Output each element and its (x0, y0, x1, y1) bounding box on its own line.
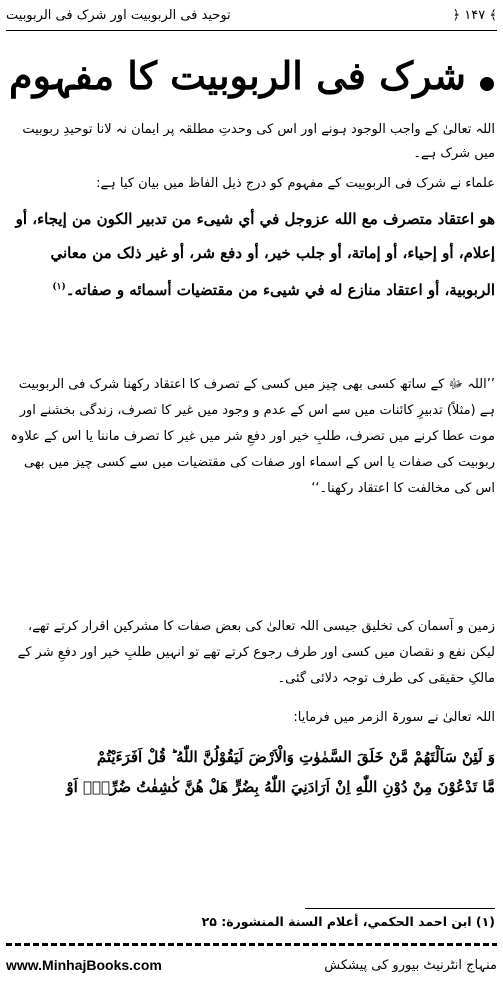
quran-line: وَ لَئِنْ سَاَلْتَهُمْ مَّنْ خَلَقَ السَّمٰوٰتِ وَالْاَرْضَ لَيَقُوْلُنَّ اللّٰهُ ؕ قُلْ اَفَرَءَيْتُمْ (96, 748, 495, 766)
page-number: ﴾ ۱۴۷ ﴿ (452, 7, 497, 23)
footnote-rule (305, 908, 495, 909)
running-header (6, 2, 497, 28)
quran-line: مَّا تَدْعُوْنَ مِنْ دُوْنِ اللّٰهِ اِنْ اَرَادَنِيَ اللّٰهُ بِضُرٍّ هَلْ هُنَّ كٰشِفٰتُ ضُرِّهٖۤ اَوْ (66, 778, 495, 796)
quran-intro: اللہ تعالیٰ نے سورۃ الزمر میں فرمایا: (293, 710, 495, 725)
quran-verse (8, 742, 495, 802)
arabic-definition-text: هو اعتقاد متصرف مع الله عزوجل في أي شيىء من تدبير الكون من إيجاء، أو إعلام، أو إحياء، أو إماتة، أو جلب خير، أو دفع شر، أو غير ذلک من معاني الربوبية، أو اعتقاد منازع له في شيىء من مقتضيات أسمائه و صفاته۔ (15, 210, 495, 299)
section-title: شرک فی الربوبیت کا مفہوم (9, 52, 466, 98)
explanation-paragraph: زمین و آسمان کی تخلیق جیسی اللہ تعالیٰ کی بعض صفات کا مشرکین اقرار کرتے تھے، لیکن نفع و نقصان میں کسی اور طرف رجوع کرتے تھے تو انہیں طلبِ خیر اور دفعِ شر کے مالکِ حقیقی کی طرف توجہ دلائی گئی۔ (17, 619, 495, 686)
header-rule (6, 30, 497, 31)
urdu-translation: ’’اللہ ﷻ کے ساتھ کسی بھی چیز میں کسی کے تصرف کا اعتقاد رکھنا شرک فی الربوبیت ہے (مثلاً) تدبیرِ کائنات میں سے اس کے عدم و وجود میں غیر کا تصرف، زندگی بخشنے اور موت عطا کرنے میں تصرف، طلبِ خیر اور دفعِ شر میں غیر کا تصرف ماننا یا اس کے علاوہ ربوبیت کی صفات یا اس کے اسماء اور صفات کی مقتضیات میں سے کسی چیز میں بھی اس کی مخالفت کا اعتقاد رکھنا۔‘‘ (10, 377, 495, 496)
running-title: توحید فی الربوبیت اور شرک فی الربوبیت (6, 7, 231, 23)
intro-paragraph: اللہ تعالیٰ کے واجب الوجود ہونے اور اس کی وحدتِ مطلقہ پر ایمان نہ لانا توحیدِ ربوبیت میں شرک ہے۔ (22, 122, 495, 161)
publisher-credit: منہاج انٹرنیٹ بیورو کی پیشکش (324, 957, 497, 973)
arabic-definition (8, 202, 495, 307)
footnote-marker: (۱) (52, 282, 66, 292)
website-link[interactable]: www.MinhajBooks.com (6, 957, 162, 973)
section-heading (0, 40, 503, 110)
lead-paragraph: علماء نے شرک فی الربوبیت کے مفہوم کو درج ذیل الفاظ میں بیان کیا ہے: (96, 176, 495, 191)
page-footer (6, 952, 497, 978)
bullet-icon (480, 77, 494, 91)
footer-rule (6, 943, 497, 946)
footnote: (۱) ابن احمد الحكمي، أعلام السنة المنشورة: ۲۵ (201, 914, 495, 929)
